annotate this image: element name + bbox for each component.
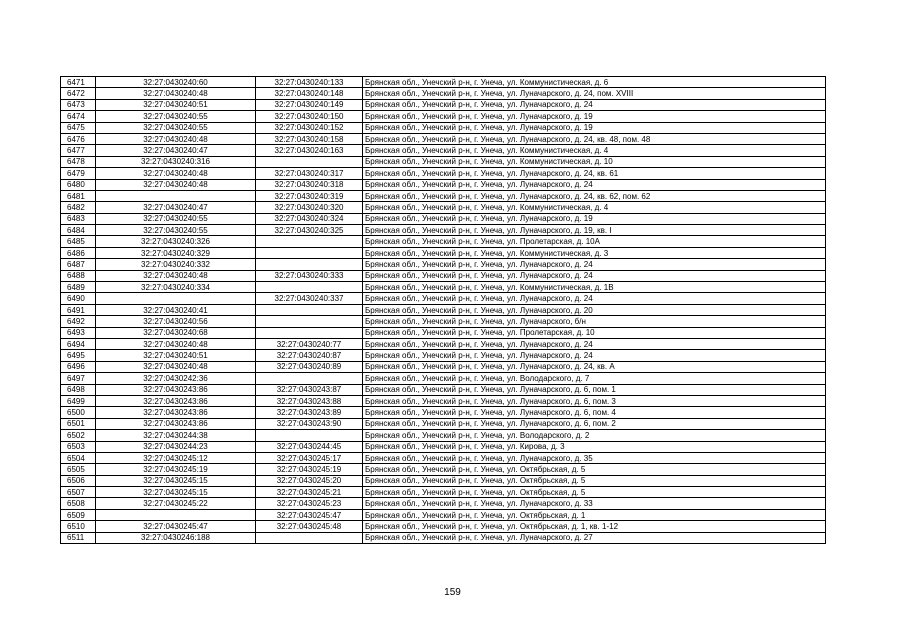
row-number: 6507 <box>61 487 96 498</box>
related-cadastral-number-cell <box>256 316 363 327</box>
cadastral-number-cell: 32:27:0430240:48 <box>96 361 256 372</box>
related-cadastral-number-cell: 32:27:0430245:48 <box>256 521 363 532</box>
table-row <box>61 168 826 179</box>
related-cadastral-number-cell: 32:27:0430240:163 <box>256 145 363 156</box>
table-row <box>61 350 826 361</box>
cadastral-number-cell: 32:27:0430240:326 <box>96 236 256 247</box>
table-row <box>61 270 826 281</box>
row-number: 6504 <box>61 452 96 463</box>
related-cadastral-number-cell: 32:27:0430245:47 <box>256 509 363 520</box>
address-cell: Брянская обл., Унечский р-н, г. Унеча, ул. Коммунистическая, д. 6 <box>363 77 826 88</box>
row-number: 6492 <box>61 316 96 327</box>
table-row <box>61 373 826 384</box>
address-cell: Брянская обл., Унечский р-н, г. Унеча, ул. Октябрьская, д. 5 <box>363 475 826 486</box>
cadastral-number-cell: 32:27:0430245:15 <box>96 487 256 498</box>
address-cell: Брянская обл., Унечский р-н, г. Унеча, ул. Луначарского, д. 24 <box>363 293 826 304</box>
cadastral-number-cell: 32:27:0430243:86 <box>96 395 256 406</box>
table-row <box>61 532 826 543</box>
row-number: 6508 <box>61 498 96 509</box>
cadastral-number-cell: 32:27:0430245:12 <box>96 452 256 463</box>
table-row <box>61 441 826 452</box>
cadastral-number-cell: 32:27:0430240:47 <box>96 145 256 156</box>
related-cadastral-number-cell: 32:27:0430240:87 <box>256 350 363 361</box>
table-row <box>61 361 826 372</box>
address-cell: Брянская обл., Унечский р-н, г. Унеча, ул. Октябрьская, д. 5 <box>363 464 826 475</box>
table-row <box>61 487 826 498</box>
related-cadastral-number-cell: 32:27:0430240:324 <box>256 213 363 224</box>
row-number: 6487 <box>61 259 96 270</box>
address-cell: Брянская обл., Унечский р-н, г. Унеча, ул. Луначарского, д. 24 <box>363 99 826 110</box>
cadastral-number-cell: 32:27:0430240:56 <box>96 316 256 327</box>
row-number: 6478 <box>61 156 96 167</box>
table-row <box>61 452 826 463</box>
address-cell: Брянская обл., Унечский р-н, г. Унеча, ул. Октябрьская, д. 1 <box>363 509 826 520</box>
cadastral-number-cell: 32:27:0430240:55 <box>96 111 256 122</box>
cadastral-number-cell: 32:27:0430242:36 <box>96 373 256 384</box>
address-cell: Брянская обл., Унечский р-н, г. Унеча, ул. Пролетарская, д. 10А <box>363 236 826 247</box>
table-row <box>61 259 826 270</box>
cadastral-number-cell: 32:27:0430240:47 <box>96 202 256 213</box>
address-cell: Брянская обл., Унечский р-н, г. Унеча, ул. Пролетарская, д. 10 <box>363 327 826 338</box>
address-cell: Брянская обл., Унечский р-н, г. Унеча, ул. Коммунистическая, д. 3 <box>363 247 826 258</box>
cadastral-number-cell: 32:27:0430240:60 <box>96 77 256 88</box>
cadastral-number-cell: 32:27:0430245:22 <box>96 498 256 509</box>
row-number: 6476 <box>61 133 96 144</box>
related-cadastral-number-cell: 32:27:0430243:89 <box>256 407 363 418</box>
row-number: 6479 <box>61 168 96 179</box>
registry-table <box>60 76 826 544</box>
related-cadastral-number-cell: 32:27:0430245:17 <box>256 452 363 463</box>
address-cell: Брянская обл., Унечский р-н, г. Унеча, ул. Луначарского, д. 6, пом. 2 <box>363 418 826 429</box>
related-cadastral-number-cell: 32:27:0430240:133 <box>256 77 363 88</box>
cadastral-number-cell: 32:27:0430240:48 <box>96 88 256 99</box>
table-row <box>61 202 826 213</box>
address-cell: Брянская обл., Унечский р-н, г. Унеча, ул. Луначарского, д. 24 <box>363 259 826 270</box>
row-number: 6488 <box>61 270 96 281</box>
table-row <box>61 475 826 486</box>
row-number: 6480 <box>61 179 96 190</box>
table-row <box>61 418 826 429</box>
related-cadastral-number-cell <box>256 430 363 441</box>
related-cadastral-number-cell: 32:27:0430240:337 <box>256 293 363 304</box>
row-number: 6501 <box>61 418 96 429</box>
related-cadastral-number-cell: 32:27:0430240:148 <box>256 88 363 99</box>
related-cadastral-number-cell: 32:27:0430240:158 <box>256 133 363 144</box>
row-number: 6490 <box>61 293 96 304</box>
related-cadastral-number-cell: 32:27:0430240:77 <box>256 338 363 349</box>
row-number: 6484 <box>61 225 96 236</box>
page-number: 159 <box>444 587 461 598</box>
row-number: 6471 <box>61 77 96 88</box>
cadastral-number-cell: 32:27:0430240:41 <box>96 304 256 315</box>
table-row <box>61 464 826 475</box>
row-number: 6510 <box>61 521 96 532</box>
related-cadastral-number-cell: 32:27:0430243:90 <box>256 418 363 429</box>
cadastral-number-cell: 32:27:0430244:38 <box>96 430 256 441</box>
related-cadastral-number-cell: 32:27:0430240:333 <box>256 270 363 281</box>
cadastral-number-cell: 32:27:0430240:334 <box>96 282 256 293</box>
row-number: 6483 <box>61 213 96 224</box>
address-cell: Брянская обл., Унечский р-н, г. Унеча, ул. Володарского, д. 7 <box>363 373 826 384</box>
row-number: 6502 <box>61 430 96 441</box>
cadastral-number-cell: 32:27:0430240:316 <box>96 156 256 167</box>
related-cadastral-number-cell: 32:27:0430240:320 <box>256 202 363 213</box>
row-number: 6503 <box>61 441 96 452</box>
table-row <box>61 145 826 156</box>
table-row <box>61 384 826 395</box>
address-cell: Брянская обл., Унечский р-н, г. Унеча, ул. Луначарского, д. 19 <box>363 111 826 122</box>
related-cadastral-number-cell: 32:27:0430240:150 <box>256 111 363 122</box>
table-row <box>61 190 826 201</box>
row-number: 6491 <box>61 304 96 315</box>
cadastral-number-cell: 32:27:0430244:23 <box>96 441 256 452</box>
related-cadastral-number-cell: 32:27:0430244:45 <box>256 441 363 452</box>
address-cell: Брянская обл., Унечский р-н, г. Унеча, ул. Луначарского, д. 33 <box>363 498 826 509</box>
row-number: 6485 <box>61 236 96 247</box>
address-cell: Брянская обл., Унечский р-н, г. Унеча, ул. Кирова, д. 3 <box>363 441 826 452</box>
row-number: 6511 <box>61 532 96 543</box>
address-cell: Брянская обл., Унечский р-н, г. Унеча, ул. Луначарского, б/н <box>363 316 826 327</box>
table-row <box>61 338 826 349</box>
registry-table-body <box>61 77 826 544</box>
row-number: 6486 <box>61 247 96 258</box>
related-cadastral-number-cell <box>256 304 363 315</box>
row-number: 6473 <box>61 99 96 110</box>
related-cadastral-number-cell: 32:27:0430240:319 <box>256 190 363 201</box>
row-number: 6493 <box>61 327 96 338</box>
address-cell: Брянская обл., Унечский р-н, г. Унеча, ул. Луначарского, д. 19 <box>363 122 826 133</box>
cadastral-number-cell: 32:27:0430243:86 <box>96 384 256 395</box>
cadastral-number-cell: 32:27:0430245:19 <box>96 464 256 475</box>
table-row <box>61 225 826 236</box>
address-cell: Брянская обл., Унечский р-н, г. Унеча, ул. Володарского, д. 2 <box>363 430 826 441</box>
table-row <box>61 327 826 338</box>
cadastral-number-cell <box>96 509 256 520</box>
table-row <box>61 304 826 315</box>
cadastral-number-cell: 32:27:0430240:48 <box>96 168 256 179</box>
cadastral-number-cell: 32:27:0430246:188 <box>96 532 256 543</box>
related-cadastral-number-cell: 32:27:0430243:88 <box>256 395 363 406</box>
related-cadastral-number-cell: 32:27:0430240:152 <box>256 122 363 133</box>
address-cell: Брянская обл., Унечский р-н, г. Унеча, ул. Луначарского, д. 24 <box>363 179 826 190</box>
related-cadastral-number-cell: 32:27:0430240:318 <box>256 179 363 190</box>
table-row <box>61 509 826 520</box>
cadastral-number-cell: 32:27:0430240:55 <box>96 225 256 236</box>
row-number: 6498 <box>61 384 96 395</box>
address-cell: Брянская обл., Унечский р-н, г. Унеча, ул. Луначарского, д. 24, кв. 62, пом. 62 <box>363 190 826 201</box>
related-cadastral-number-cell: 32:27:0430245:23 <box>256 498 363 509</box>
table-row <box>61 122 826 133</box>
related-cadastral-number-cell <box>256 259 363 270</box>
table-row <box>61 395 826 406</box>
row-number: 6506 <box>61 475 96 486</box>
row-number: 6497 <box>61 373 96 384</box>
address-cell: Брянская обл., Унечский р-н, г. Унеча, ул. Луначарского, д. 27 <box>363 532 826 543</box>
related-cadastral-number-cell <box>256 282 363 293</box>
address-cell: Брянская обл., Унечский р-н, г. Унеча, ул. Луначарского, д. 35 <box>363 452 826 463</box>
row-number: 6475 <box>61 122 96 133</box>
cadastral-number-cell: 32:27:0430240:55 <box>96 122 256 133</box>
row-number: 6500 <box>61 407 96 418</box>
row-number: 6509 <box>61 509 96 520</box>
related-cadastral-number-cell: 32:27:0430240:149 <box>256 99 363 110</box>
cadastral-number-cell: 32:27:0430240:68 <box>96 327 256 338</box>
table-row <box>61 407 826 418</box>
cadastral-number-cell: 32:27:0430240:55 <box>96 213 256 224</box>
row-number: 6489 <box>61 282 96 293</box>
address-cell: Брянская обл., Унечский р-н, г. Унеча, ул. Коммунистическая, д. 4 <box>363 145 826 156</box>
row-number: 6481 <box>61 190 96 201</box>
cadastral-number-cell: 32:27:0430240:48 <box>96 338 256 349</box>
cadastral-number-cell: 32:27:0430240:329 <box>96 247 256 258</box>
cadastral-number-cell <box>96 293 256 304</box>
related-cadastral-number-cell <box>256 247 363 258</box>
related-cadastral-number-cell: 32:27:0430245:20 <box>256 475 363 486</box>
address-cell: Брянская обл., Унечский р-н, г. Унеча, ул. Луначарского, д. 24, пом. XVIII <box>363 88 826 99</box>
address-cell: Брянская обл., Унечский р-н, г. Унеча, ул. Коммунистическая, д. 10 <box>363 156 826 167</box>
address-cell: Брянская обл., Унечский р-н, г. Унеча, ул. Луначарского, д. 19, кв. I <box>363 225 826 236</box>
cadastral-number-cell: 32:27:0430240:51 <box>96 99 256 110</box>
registry-table-container <box>60 76 825 544</box>
row-number: 6499 <box>61 395 96 406</box>
table-row <box>61 133 826 144</box>
table-row <box>61 99 826 110</box>
row-number: 6482 <box>61 202 96 213</box>
address-cell: Брянская обл., Унечский р-н, г. Унеча, ул. Луначарского, д. 6, пом. 3 <box>363 395 826 406</box>
row-number: 6505 <box>61 464 96 475</box>
table-row <box>61 498 826 509</box>
table-row <box>61 156 826 167</box>
address-cell: Брянская обл., Унечский р-н, г. Унеча, ул. Луначарского, д. 6, пом. 4 <box>363 407 826 418</box>
cadastral-number-cell: 32:27:0430243:86 <box>96 407 256 418</box>
cadastral-number-cell: 32:27:0430240:48 <box>96 133 256 144</box>
table-row <box>61 521 826 532</box>
related-cadastral-number-cell: 32:27:0430240:325 <box>256 225 363 236</box>
table-row <box>61 430 826 441</box>
cadastral-number-cell <box>96 190 256 201</box>
cadastral-number-cell: 32:27:0430243:86 <box>96 418 256 429</box>
address-cell: Брянская обл., Унечский р-н, г. Унеча, ул. Луначарского, д. 24 <box>363 350 826 361</box>
related-cadastral-number-cell <box>256 156 363 167</box>
cadastral-number-cell: 32:27:0430240:48 <box>96 270 256 281</box>
address-cell: Брянская обл., Унечский р-н, г. Унеча, ул. Луначарского, д. 24 <box>363 270 826 281</box>
address-cell: Брянская обл., Унечский р-н, г. Унеча, ул. Луначарского, д. 20 <box>363 304 826 315</box>
related-cadastral-number-cell <box>256 532 363 543</box>
row-number: 6472 <box>61 88 96 99</box>
address-cell: Брянская обл., Унечский р-н, г. Унеча, ул. Коммунистическая, д. 4 <box>363 202 826 213</box>
address-cell: Брянская обл., Унечский р-н, г. Унеча, ул. Луначарского, д. 24, кв. 48, пом. 48 <box>363 133 826 144</box>
cadastral-number-cell: 32:27:0430240:51 <box>96 350 256 361</box>
related-cadastral-number-cell: 32:27:0430240:89 <box>256 361 363 372</box>
cadastral-number-cell: 32:27:0430245:47 <box>96 521 256 532</box>
table-row <box>61 88 826 99</box>
related-cadastral-number-cell: 32:27:0430243:87 <box>256 384 363 395</box>
address-cell: Брянская обл., Унечский р-н, г. Унеча, ул. Луначарского, д. 24 <box>363 338 826 349</box>
related-cadastral-number-cell: 32:27:0430245:21 <box>256 487 363 498</box>
address-cell: Брянская обл., Унечский р-н, г. Унеча, ул. Луначарского, д. 24, кв. А <box>363 361 826 372</box>
address-cell: Брянская обл., Унечский р-н, г. Унеча, ул. Октябрьская, д. 5 <box>363 487 826 498</box>
table-row <box>61 77 826 88</box>
row-number: 6477 <box>61 145 96 156</box>
table-row <box>61 282 826 293</box>
address-cell: Брянская обл., Унечский р-н, г. Унеча, ул. Луначарского, д. 19 <box>363 213 826 224</box>
cadastral-number-cell: 32:27:0430245:15 <box>96 475 256 486</box>
address-cell: Брянская обл., Унечский р-н, г. Унеча, ул. Луначарского, д. 24, кв. 61 <box>363 168 826 179</box>
table-row <box>61 293 826 304</box>
table-row <box>61 247 826 258</box>
cadastral-number-cell: 32:27:0430240:48 <box>96 179 256 190</box>
table-row <box>61 111 826 122</box>
related-cadastral-number-cell <box>256 373 363 384</box>
address-cell: Брянская обл., Унечский р-н, г. Унеча, ул. Октябрьская, д. 1, кв. 1-12 <box>363 521 826 532</box>
address-cell: Брянская обл., Унечский р-н, г. Унеча, ул. Луначарского, д. 6, пом. 1 <box>363 384 826 395</box>
related-cadastral-number-cell <box>256 236 363 247</box>
related-cadastral-number-cell: 32:27:0430245:19 <box>256 464 363 475</box>
cadastral-number-cell: 32:27:0430240:332 <box>96 259 256 270</box>
related-cadastral-number-cell: 32:27:0430240:317 <box>256 168 363 179</box>
table-row <box>61 179 826 190</box>
address-cell: Брянская обл., Унечский р-н, г. Унеча, ул. Коммунистическая, д. 1В <box>363 282 826 293</box>
related-cadastral-number-cell <box>256 327 363 338</box>
row-number: 6495 <box>61 350 96 361</box>
table-row <box>61 316 826 327</box>
table-row <box>61 236 826 247</box>
row-number: 6474 <box>61 111 96 122</box>
table-row <box>61 213 826 224</box>
row-number: 6496 <box>61 361 96 372</box>
row-number: 6494 <box>61 338 96 349</box>
